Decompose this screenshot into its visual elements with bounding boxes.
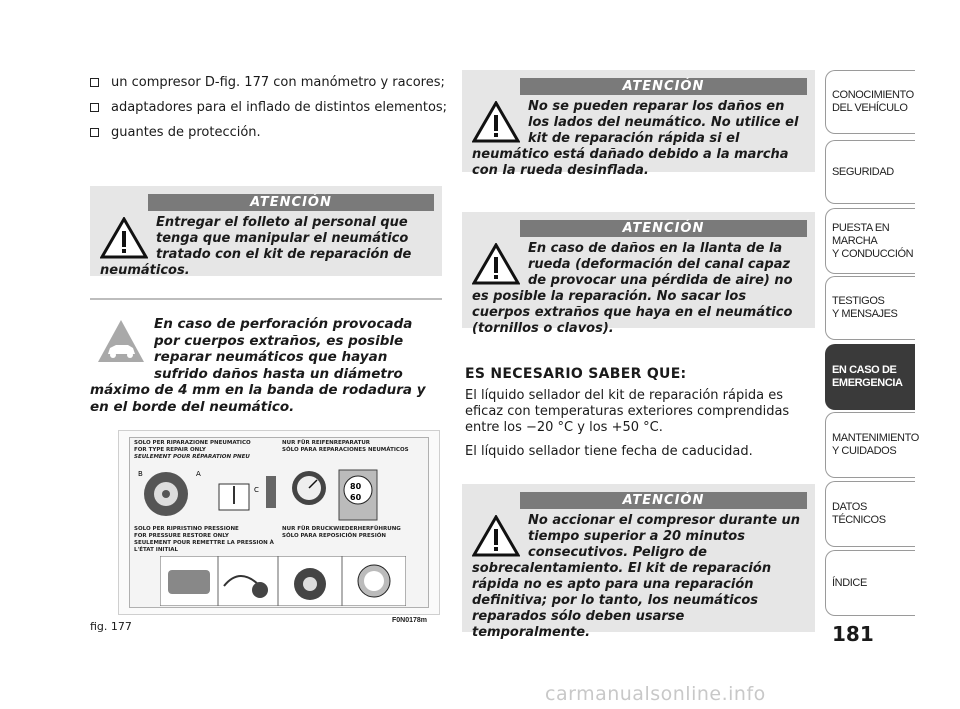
note-paragraph: El líquido sellador tiene fecha de caducidad. <box>465 444 753 459</box>
checkbox-bullet-icon <box>90 128 99 137</box>
gauge-value-80: 80 <box>350 482 362 491</box>
checkbox-bullet-icon <box>90 103 99 112</box>
attention-box-compressor <box>462 484 815 640</box>
car-note-text: En caso de perforación provocada por cuerpos extraños, es posible reparar neumáticos que hayan sufrido daños hasta un diámetro máximo de 4 mm en la banda de rodadura y en el borde del neumático. <box>90 316 426 415</box>
list-item <box>90 120 450 145</box>
attention-heading: ATENCIÓN <box>148 194 434 211</box>
attention-heading: ATENCIÓN <box>520 78 807 95</box>
sidebar-tab-label: TESTIGOS Y MENSAJES <box>832 295 898 320</box>
sidebar-tab-label: ÍNDICE <box>832 576 867 589</box>
note-paragraph: El líquido sellador del kit de reparación rápida es eficaz con temperaturas exteriores comprendidas entre los −20 °C y los +50 °C. <box>465 388 790 435</box>
note-section <box>465 366 810 468</box>
figure-label: SÓLO PARA REPOSICIÓN PRESIÓN <box>282 533 387 539</box>
attention-box-sidewall <box>462 70 815 178</box>
figure-label: SOLO PER RIPRISTINO PRESSIONE <box>134 526 239 532</box>
list-item <box>90 70 450 95</box>
attention-heading: ATENCIÓN <box>520 492 807 509</box>
checkbox-bullet-icon <box>90 78 99 87</box>
attention-text: No se pueden reparar los daños en los lados del neumático. No utilice el kit de reparación rápida si el neumático está dañado debido a la marcha con la rueda desinflada. <box>472 99 799 178</box>
figure-label: FOR TYPE REPAIR ONLY <box>134 447 206 453</box>
sidebar-tab-label: SEGURIDAD <box>832 165 894 178</box>
warning-triangle-icon <box>472 101 520 143</box>
sidebar-tab-indice[interactable] <box>825 550 915 616</box>
attention-text: No accionar el compresor durante un tiempo superior a 20 minutos consecutivos. Peligro de sobrecalentamiento. El kit de reparación rápida no es apto para una reparación definitiva; por lo tanto, los neumáticos reparados sólo deben usarse temporalmente. <box>472 513 801 640</box>
figure-label-group <box>134 440 251 461</box>
list-item-text: un compresor D-fig. 177 con manómetro y racores; <box>111 75 445 90</box>
warning-triangle-icon <box>100 217 148 259</box>
sidebar-tab-emergencia[interactable] <box>825 344 915 410</box>
car-warning-icon <box>96 318 146 364</box>
attention-box-rim-damage <box>462 212 815 336</box>
figure-caption: fig. 177 <box>90 620 132 633</box>
figure-label: NUR FÜR DRUCKWIEDERHERFÜHRUNG <box>282 526 401 532</box>
sidebar-tab-mantenimiento[interactable] <box>825 412 919 478</box>
figure-label-group <box>282 526 401 540</box>
warning-triangle-icon <box>472 515 520 557</box>
figure-letter-b: B <box>138 470 143 478</box>
pressure-restore-steps-illustration <box>160 556 406 606</box>
sidebar-tab-seguridad[interactable] <box>825 140 915 204</box>
figure-label: SEULEMENT POUR REMETTRE LA PRESSION À L'ÉTAT INITIAL <box>134 540 274 553</box>
warning-triangle-icon <box>472 243 520 285</box>
page-number: 181 <box>832 622 874 646</box>
gauge-value-60: 60 <box>350 493 362 502</box>
figure-177 <box>118 430 440 615</box>
sidebar-tab-label: EN CASO DE EMERGENCIA <box>832 364 903 389</box>
figure-letter-a: A <box>196 470 201 478</box>
figure-label: FOR PRESSURE RESTORE ONLY <box>134 533 229 539</box>
tyre-repair-steps-illustration <box>134 464 424 522</box>
figure-code: F0N0178m <box>392 617 428 624</box>
list-item-text: guantes de protección. <box>111 125 261 140</box>
attention-text: En caso de daños en la llanta de la rueda (deformación del canal capaz de provocar una pérdida de aire) no es posible la reparación. No sacar los cuerpos extraños que haya en el neumático (tornillos o clavos). <box>472 241 793 336</box>
watermark: carmanualsonline.info <box>545 683 766 705</box>
attention-text: Entregar el folleto al personal que tenga que manipular el neumático tratado con el kit de reparación de neumáticos. <box>100 215 412 278</box>
divider <box>90 298 442 300</box>
sidebar-tab-testigos[interactable] <box>825 276 915 340</box>
repair-kit-label-illustration <box>129 437 429 608</box>
figure-label-group <box>282 440 409 454</box>
sidebar-tab-datos-tecnicos[interactable] <box>825 481 915 547</box>
figure-label: SÓLO PARA REPARACIONES NEUMÁTICOS <box>282 447 409 453</box>
sidebar-tab-conocimiento[interactable] <box>825 70 915 134</box>
bullet-list <box>90 70 450 145</box>
figure-label: SOLO PER RIPARAZIONE PNEUMATICO <box>134 440 251 446</box>
attention-box-handbook <box>90 186 442 276</box>
figure-label: SEULEMENT POUR RÉPARATION PNEU <box>134 454 250 460</box>
figure-letter-c: C <box>254 486 259 494</box>
sidebar-tab-label: PUESTA EN MARCHA Y CONDUCCIÓN <box>832 221 914 260</box>
attention-heading: ATENCIÓN <box>520 220 807 237</box>
figure-label-group <box>134 526 274 554</box>
list-item-text: adaptadores para el inflado de distintos elementos; <box>111 100 448 115</box>
sidebar-tab-label: CONOCIMIENTO DEL VEHÍCULO <box>832 89 914 114</box>
car-note <box>90 316 442 415</box>
figure-label: NUR FÜR REIFENREPARATUR <box>282 440 371 446</box>
note-heading: ES NECESARIO SABER QUE: <box>465 366 687 382</box>
sidebar-tab-label: MANTENIMIENTO Y CUIDADOS <box>832 432 919 457</box>
sidebar-tab-label: DATOS TÉCNICOS <box>832 501 886 526</box>
list-item <box>90 95 450 120</box>
sidebar-tab-puesta-en-marcha[interactable] <box>825 208 915 274</box>
